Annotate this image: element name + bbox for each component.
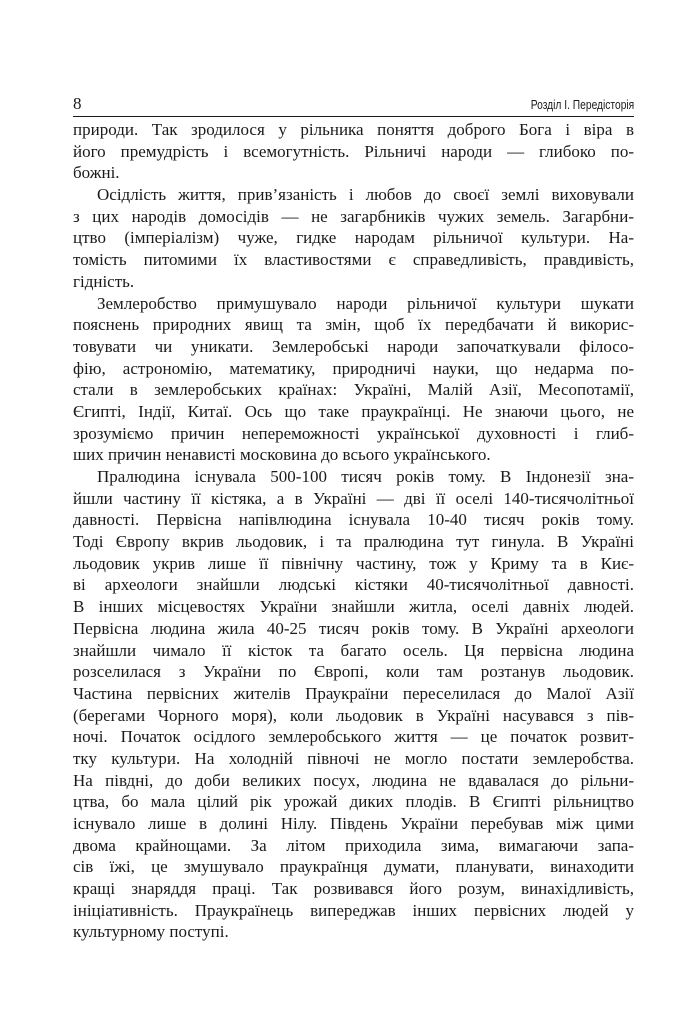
- text-line: Частина первісних жителів Праукраїни переселилася до Малої Азії: [73, 683, 634, 703]
- text-line: природи. Так зродилося у рільника поняття доброго Бога і віра в: [73, 120, 634, 139]
- text-line: кращі знаряддя праці. Так розвивався його розум, винахідливість,: [73, 879, 634, 899]
- running-header: [73, 94, 634, 117]
- text-line: зрозуміємо причин непереможності української духовності і глиб-: [73, 423, 634, 443]
- text-line: божні.: [73, 163, 120, 183]
- text-line: цтво (імперіалізм) чуже, гидке народам рільничої культури. На-: [73, 228, 634, 248]
- text-line: з цих народів домосідів — не загарбників чужих земель. Загарбни-: [73, 206, 634, 226]
- page-number: 8: [73, 94, 82, 113]
- text-line: Пралюдина існувала 500-100 тисяч років тому. В Індонезії зна-: [97, 467, 634, 486]
- book-page: [73, 94, 634, 943]
- text-line: томість питомими їх властивостями є справедливість, правдивість,: [73, 250, 634, 270]
- text-line: пояснень природних явищ та змін, щоб їх передбачати й викорис-: [73, 315, 634, 335]
- text-line: гідність.: [73, 271, 135, 291]
- text-line: Осідлість життя, прив’язаність і любов до своєї землі виховували: [97, 185, 634, 205]
- text-line: існувало лише в долині Нілу. Південь України перебував між цими: [73, 814, 634, 833]
- text-line: Первісна людина жила 40-25 тисяч років тому. В Україні археологи: [73, 618, 634, 638]
- text-line: На півдні, до доби великих посух, людина не вдавалася до рільни-: [73, 770, 634, 790]
- text-line: тку культури. На холодній півночі не могло постати землеробства.: [73, 748, 634, 768]
- text-line: В інших місцевостях України знайшли житла, оселі давніх людей.: [73, 597, 634, 617]
- text-line: ініціативність. Праукраїнець випереджав інших первісних людей у: [73, 900, 634, 920]
- section-title: Розділ І. Передісторія: [530, 98, 634, 112]
- text-line: сів їжі, це змушувало праукраїнця думати, планувати, винаходити: [73, 857, 634, 877]
- text-line: фію, астрономію, математику, природничі науки, що недарма по-: [73, 358, 634, 378]
- text-line: ві археологи знайшли людські кістяки 40-тисячолітньої давності.: [73, 575, 634, 595]
- text-line: товувати чи уникати. Землеробські народи започаткували філосо-: [73, 336, 634, 356]
- text-line: стали в землеробських країнах: Україні, Малій Азії, Месопотамії,: [73, 380, 634, 400]
- text-line: розселилася з України по Європі, коли там розтанув льодовик.: [73, 662, 634, 682]
- text-line: ночі. Початок осідлого землеробського життя — це початок розвит-: [73, 727, 634, 747]
- text-line: цтва, бо мала цілий рік урожай диких плодів. В Єгипті рільництво: [73, 792, 634, 812]
- text-line: знайшли чимало її кісток та багато осель. Ця первісна людина: [73, 640, 634, 660]
- text-line: Тоді Європу вкрив льодовик, і та пралюдина тут гинула. В Україні: [73, 532, 634, 552]
- text-line: Єгипті, Індії, Китаї. Ось що таке праукраїнці. Не знаючи цього, не: [73, 401, 634, 421]
- text-line: культурному поступі.: [73, 922, 229, 942]
- body-text: [73, 119, 634, 943]
- text-line: його премудрість і всемогутність. Рільничі народи — глибоко по-: [73, 141, 634, 161]
- text-line: (берегами Чорного моря), коли льодовик в Україні насувався з пів-: [73, 705, 634, 725]
- text-line: давності. Первісна напівлюдина існувала 10-40 тисяч років тому.: [73, 510, 634, 530]
- text-line: йшли частину її кістяка, а в Україні — дві її оселі 140-тисячолітньої: [73, 488, 634, 508]
- text-line: двома крайнощами. За літом приходила зима, вимагаючи запа-: [73, 835, 634, 855]
- text-line: ших причин ненависті московина до всього українського.: [73, 445, 491, 465]
- text-line: Землеробство примушувало народи рільничої культури шукати: [97, 293, 634, 313]
- text-line: льодовик укрив лише її північну частину, тож у Криму та в Киє-: [73, 553, 634, 573]
